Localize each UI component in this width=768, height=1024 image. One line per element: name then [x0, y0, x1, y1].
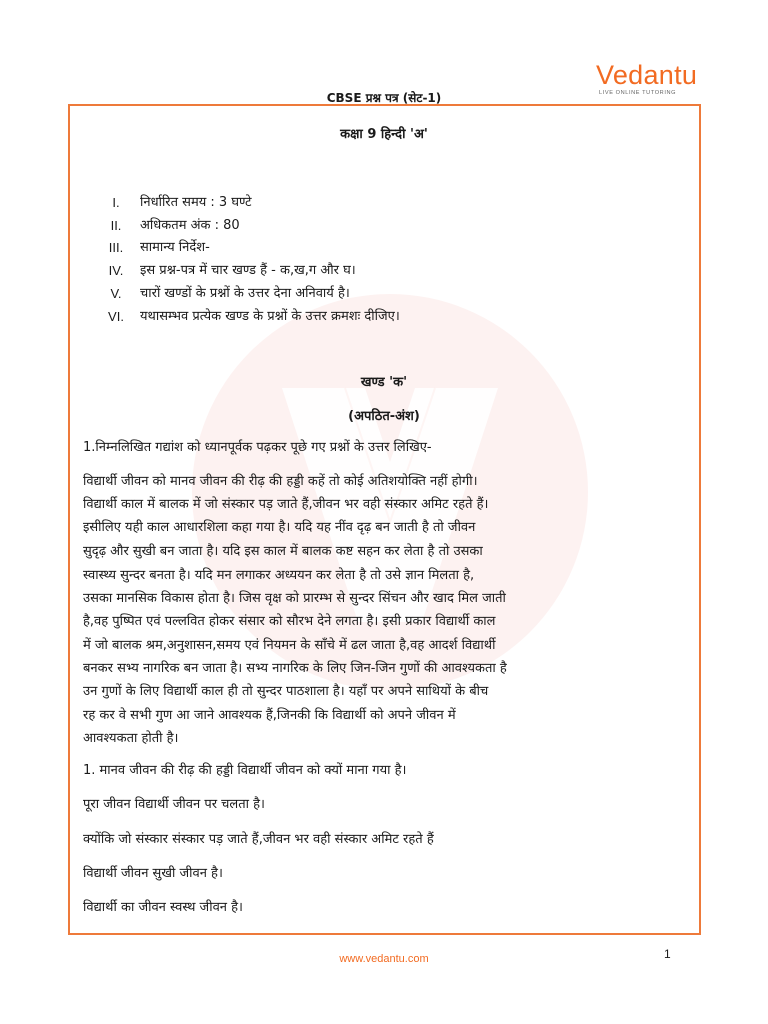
answer-option: पूरा जीवन विद्यार्थी जीवन पर चलता है।: [83, 797, 265, 812]
instruction-text: इस प्रश्न-पत्र में चार खण्ड हैं - क,ख,ग और घ।: [140, 263, 356, 278]
instruction-number: IV.: [108, 263, 124, 278]
passage-line: उसका मानसिक विकास होता है। जिस वृक्ष को प्रारम्भ से सुन्दर सिंचन और खाद मिल जाती: [83, 591, 506, 606]
passage-line: है,वह पुष्पित एवं पल्लवित होकर संसार को सौरभ देने लगता है। इसी प्रकार विद्यार्थी काल: [83, 614, 496, 629]
answer-option: विद्यार्थी का जीवन स्वस्थ जीवन है।: [83, 900, 243, 915]
watermark-logo-icon: [190, 292, 590, 692]
logo-brand: Vedantu: [596, 60, 698, 90]
question-text: 1. मानव जीवन की रीढ़ की हड्डी विद्यार्थी जीवन को क्यों माना गया है।: [83, 763, 407, 778]
passage-line: उन गुणों के लिए विद्यार्थी काल ही तो सुन्दर पाठशाला है। यहाँ पर अपने साथियों के बीच: [83, 684, 489, 699]
passage-line: आवश्यकता होती है।: [83, 731, 179, 746]
passage-line: रह कर वे सभी गुण आ जाने आवश्यक हैं,जिनकी कि विद्यार्थी को अपने जीवन में: [83, 708, 456, 723]
instruction-text: चारों खण्डों के प्रश्नों के उत्तर देना अनिवार्य है।: [140, 286, 350, 301]
passage-line: बनकर सभ्य नागरिक बन जाता है। सभ्य नागरिक के लिए जिन-जिन गुणों की आवश्यकता है: [83, 661, 507, 676]
class-heading: कक्षा 9 हिन्दी 'अ': [340, 127, 428, 142]
section-subtitle: (अपठित-अंश): [348, 409, 420, 424]
instruction-text: सामान्य निर्देश-: [140, 240, 210, 255]
passage-line: विद्यार्थी जीवन को मानव जीवन की रीढ़ की हड्डी कहें तो कोई अतिशयोक्ति नहीं होगी।: [83, 474, 478, 489]
question-prompt: 1.निम्नलिखित गद्यांश को ध्यानपूर्वक पढ़कर पूछे गए प्रश्नों के उत्तर लिखिए-: [83, 440, 432, 455]
section-title: खण्ड 'क': [360, 375, 408, 390]
passage-line: विद्यार्थी काल में बालक में जो संस्कार पड़ जाते हैं,जीवन भर वही संस्कार अमिट रहते हैं।: [83, 497, 489, 512]
instruction-text: अधिकतम अंक : 80: [140, 218, 240, 233]
passage-line: स्वास्थ्य सुन्दर बनता है। यदि मन लगाकर अध्ययन कर लेता है तो उसे ज्ञान मिलता है,: [83, 568, 475, 583]
answer-option: क्योंकि जो संस्कार संस्कार पड़ जाते हैं,जीवन भर वही संस्कार अमिट रहते हैं: [83, 832, 434, 847]
instruction-number: VI.: [108, 309, 124, 324]
footer-url: www.vedantu.com: [339, 953, 429, 965]
document-title: CBSE प्रश्न पत्र (सेट-1): [326, 91, 442, 105]
instruction-text: यथासम्भव प्रत्येक खण्ड के प्रश्नों के उत्तर क्रमशः दीजिए।: [140, 309, 400, 324]
instruction-number: V.: [110, 286, 122, 301]
passage-line: इसीलिए यही काल आधारशिला कहा गया है। यदि यह नींव दृढ़ बन जाती है तो जीवन: [83, 520, 476, 535]
page-number: 1: [664, 947, 671, 961]
passage-line: में जो बालक श्रम,अनुशासन,समय एवं नियमन के साँचे में ढल जाता है,वह आदर्श विद्यार्थी: [83, 638, 496, 653]
instruction-number: III.: [108, 240, 124, 255]
instruction-number: II.: [110, 218, 122, 233]
instruction-text: निर्धारित समय : 3 घण्टे: [140, 195, 252, 210]
instruction-number: I.: [112, 195, 120, 210]
answer-option: विद्यार्थी जीवन सुखी जीवन है।: [83, 866, 223, 881]
passage-line: सुदृढ़ और सुखी बन जाता है। यदि इस काल में बालक कष्ट सहन कर लेता है तो उसका: [83, 544, 483, 559]
logo-tagline: LIVE ONLINE TUTORING: [599, 90, 677, 96]
